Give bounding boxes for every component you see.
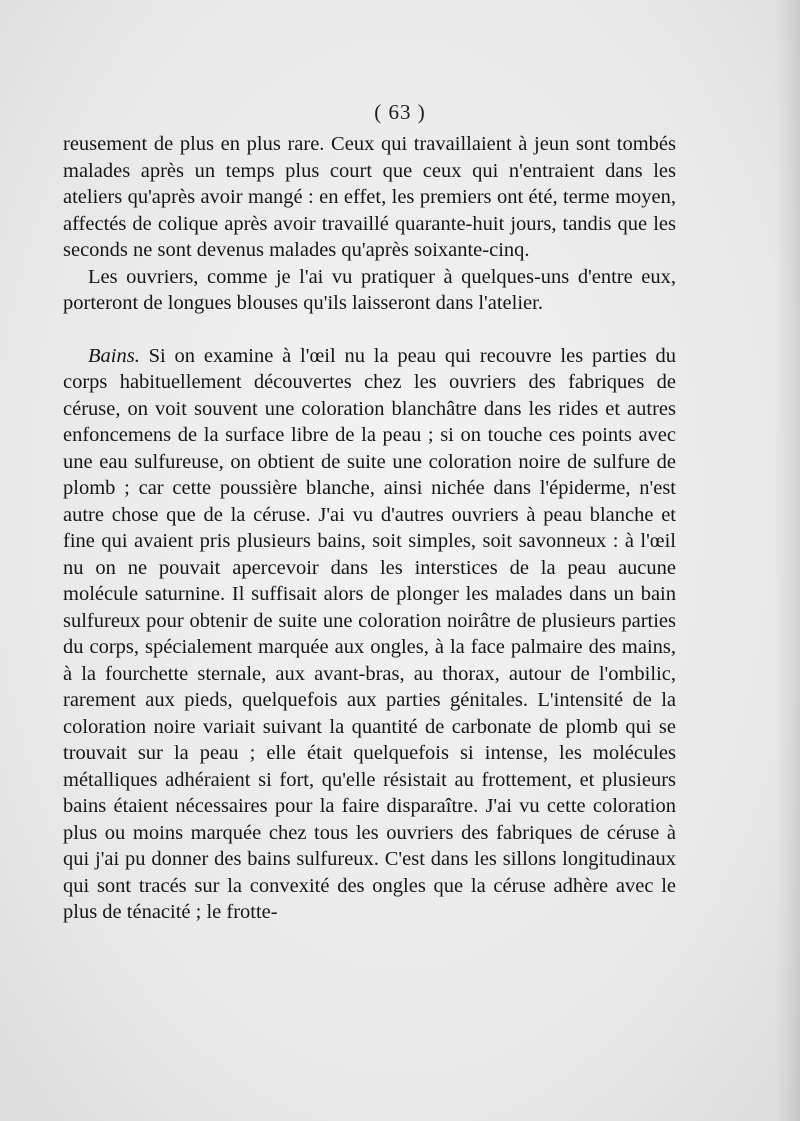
paragraph-text: Si on examine à l'œil nu la peau qui recouvre les parties du corps habituellement découvertes chez les ouvriers des fabriques de céruse, on voit souvent une coloration blanchâtre dans les rides et autres enfoncemens de la surface libre de la peau ; si on touche ces points avec une eau sulfureuse, on obtient de suite une coloration noire de sulfure de plomb ; car cette poussière blanche, ainsi nichée dans l'épiderme, n'est autre chose que de la céruse. J'ai vu d'autres ouvriers à peau blanche et fine qui avaient pris plusieurs bains, soit simples, soit savonneux : à l'œil nu on ne pouvait apercevoir dans les interstices de la peau aucune molécule saturnine. Il suffisait alors de plonger les malades dans un bain sulfureux pour obtenir de suite une coloration noirâtre de plusieurs parties du corps, spécialement marquée aux ongles, à la face palmaire des mains, à la fourchette sternale, aux avant-bras, au thorax, autour de l'ombilic, rarement aux pieds, quelquefois aux parties génitales. L'intensité de la coloration noire variait suivant la quantité de carbonate de plomb qui se trouvait sur la peau ; elle était quelquefois si intense, les molécules métalliques adhéraient si fort, qu'elle résistait au frottement, et plusieurs bains étaient nécessaires pour la faire disparaître. J'ai vu cette coloration plus ou moins marquée chez tous les ouvriers des fabriques de céruse à qui j'ai pu donner des bains sulfureux. C'est dans les sillons longitudinaux qui sont tracés sur la convexité des ongles que la céruse adhère avec le plus de ténacité ; le frotte- — [63, 344, 676, 923]
paragraph-text: Les ouvriers, comme je l'ai vu pratiquer à quelques-uns d'entre eux, porteront de longues blouses qu'ils laisseront dans l'atelier. — [63, 265, 676, 314]
paragraph-bains — [63, 343, 676, 926]
section-lead: Bains. — [88, 344, 140, 367]
page-edge-shadow — [774, 0, 800, 1121]
page-number: ( 63 ) — [374, 100, 426, 124]
page-body — [63, 131, 676, 926]
paragraph-blouses — [63, 264, 676, 317]
paragraph-text: reusement de plus en plus rare. Ceux qui travaillaient à jeun sont tombés malades après un temps plus court que ceux qui n'entraient dans les ateliers qu'après avoir mangé : en effet, les premiers ont été, terme moyen, affectés de colique après avoir travaillé quarante-huit jours, tandis que les seconds ne sont devenus malades qu'après soixante-cinq. — [63, 133, 676, 261]
paragraph-continuation — [63, 131, 676, 264]
